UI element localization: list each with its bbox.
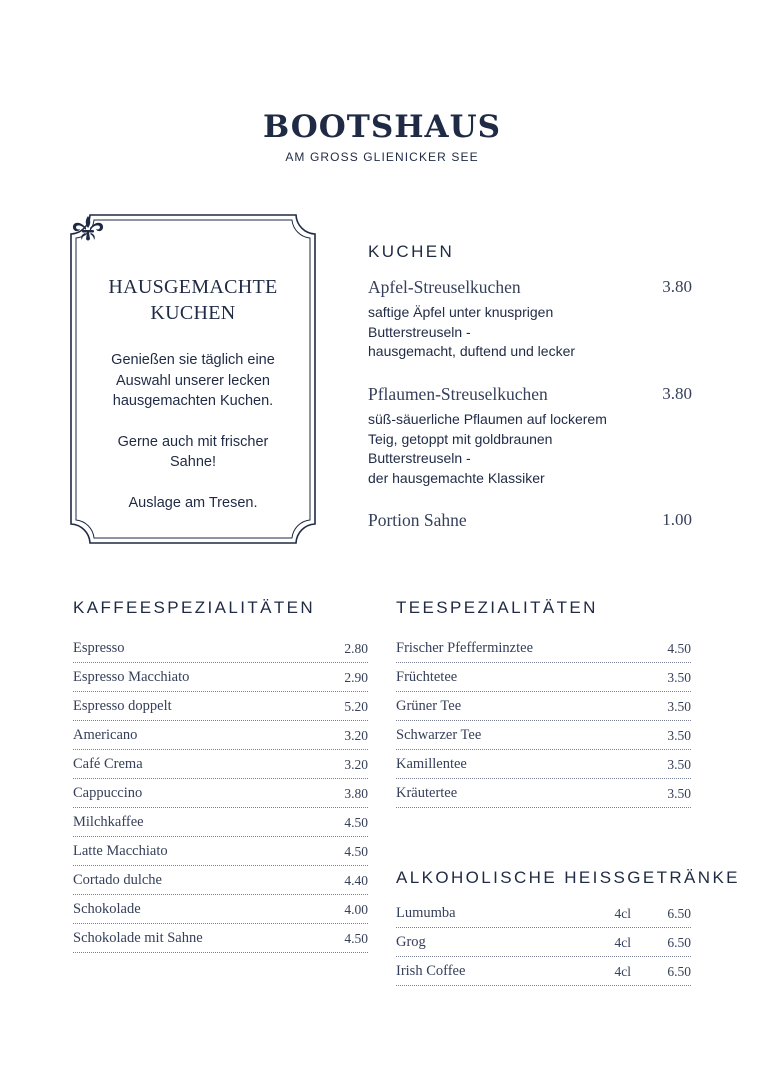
description-line: Teig, getoppt mit goldbraunen xyxy=(368,430,553,447)
section-heading-kaffee: KAFFEESPEZIALITÄTEN xyxy=(73,598,316,617)
item-name: Kräutertee xyxy=(396,785,458,801)
tea-list xyxy=(396,634,691,808)
item-size: 4cl xyxy=(614,906,631,921)
homemade-cake-box xyxy=(70,214,316,544)
item-name: Lumumba xyxy=(396,905,456,921)
item-price: 4.50 xyxy=(344,815,368,830)
list-item xyxy=(73,808,368,837)
item-name: Kamillentee xyxy=(396,756,467,772)
list-item xyxy=(73,895,368,924)
item-name: Café Crema xyxy=(73,756,143,772)
item-price: 4.50 xyxy=(344,931,368,946)
item-name: Grog xyxy=(396,934,426,950)
menu-item-portion-sahne xyxy=(368,510,692,534)
promo-text xyxy=(98,350,288,533)
item-name: Pflaumen-Streuselkuchen xyxy=(368,384,548,404)
section-heading-kuchen: KUCHEN xyxy=(368,242,455,261)
hot-alcohol-list xyxy=(396,899,691,986)
menu-item-apfel-streuselkuchen xyxy=(368,277,692,362)
item-name: Espresso Macchiato xyxy=(73,669,190,685)
item-name: Früchtetee xyxy=(396,669,458,685)
list-item xyxy=(396,928,691,957)
item-price: 3.50 xyxy=(667,699,691,714)
restaurant-name: BOOTSHAUS xyxy=(262,109,501,145)
item-price: 3.80 xyxy=(344,786,368,801)
item-name: Grüner Tee xyxy=(396,698,462,714)
item-price: 2.80 xyxy=(344,641,368,656)
list-item xyxy=(73,837,368,866)
item-name: Schokolade mit Sahne xyxy=(73,930,203,946)
item-price: 3.50 xyxy=(667,728,691,743)
item-price: 4.40 xyxy=(344,873,368,888)
promo-paragraph: Gerne auch mit frischer Sahne! xyxy=(117,433,269,470)
item-price: 3.50 xyxy=(667,786,691,801)
item-price: 1.00 xyxy=(662,510,692,529)
list-item xyxy=(73,692,368,721)
item-price: 3.80 xyxy=(662,277,692,296)
item-name: Latte Macchiato xyxy=(73,843,168,859)
item-name: Espresso doppelt xyxy=(73,698,172,714)
item-price: 3.20 xyxy=(344,728,368,743)
promo-title-line-2: KUCHEN xyxy=(150,302,236,324)
description-line: süß-säuerliche Pflaumen auf lockerem xyxy=(368,411,607,427)
coffee-list xyxy=(73,634,368,953)
description-line: Butterstreuseln - xyxy=(368,323,471,340)
list-item xyxy=(396,957,691,986)
item-name: Schwarzer Tee xyxy=(396,727,482,743)
item-name: Espresso xyxy=(73,640,125,656)
menu-header xyxy=(0,108,764,164)
promo-title-line-1: HAUSGEMACHTE xyxy=(108,276,278,298)
item-price: 3.80 xyxy=(662,384,692,403)
list-item xyxy=(396,663,691,692)
item-price: 4.50 xyxy=(667,641,691,656)
item-name: Milchkaffee xyxy=(73,814,144,830)
description-line: hausgemacht, duftend und lecker xyxy=(368,343,576,359)
item-price: 6.50 xyxy=(667,935,691,950)
item-price: 5.20 xyxy=(344,699,368,714)
fleur-de-lis-icon xyxy=(70,214,106,242)
item-description xyxy=(368,410,692,488)
list-item xyxy=(396,779,691,808)
item-price: 4.50 xyxy=(344,844,368,859)
list-item xyxy=(396,899,691,928)
item-name: Irish Coffee xyxy=(396,963,466,979)
item-name: Frischer Pfefferminztee xyxy=(396,640,534,656)
menu-item-pflaumen-streuselkuchen xyxy=(368,384,692,488)
item-price: 6.50 xyxy=(667,964,691,979)
item-name: Cappuccino xyxy=(73,785,143,801)
section-heading-tee: TEESPEZIALITÄTEN xyxy=(396,598,598,617)
item-price: 6.50 xyxy=(667,906,691,921)
item-name: Apfel-Streuselkuchen xyxy=(368,277,521,297)
list-item xyxy=(73,750,368,779)
list-item xyxy=(396,634,691,663)
list-item xyxy=(73,663,368,692)
restaurant-location: AM GROSS GLIENICKER SEE xyxy=(285,150,479,164)
item-name: Schokolade xyxy=(73,901,141,917)
item-description xyxy=(368,303,692,362)
item-price: 2.90 xyxy=(344,670,368,685)
list-item xyxy=(73,924,368,953)
promo-paragraph: Genießen sie täglich eine Auswahl unserer lecken hausgemachten Kuchen. xyxy=(111,352,275,409)
section-heading-alkohol: ALKOHOLISCHE HEISSGETRÄNKE xyxy=(396,868,740,887)
item-name: Cortado dulche xyxy=(73,872,162,888)
description-line: Butterstreuseln - xyxy=(368,450,471,466)
item-size: 4cl xyxy=(614,964,631,979)
item-price: 3.20 xyxy=(344,757,368,772)
item-price: 3.50 xyxy=(667,670,691,685)
list-item xyxy=(73,634,368,663)
item-name: Portion Sahne xyxy=(368,510,467,530)
list-item xyxy=(73,866,368,895)
list-item xyxy=(396,692,691,721)
promo-title xyxy=(70,274,316,326)
list-item xyxy=(396,721,691,750)
description-line: der hausgemachte Klassiker xyxy=(368,469,545,486)
description-line: saftige Äpfel unter knusprigen xyxy=(368,304,554,320)
list-item xyxy=(396,750,691,779)
item-price: 3.50 xyxy=(667,757,691,772)
promo-paragraph: Auslage am Tresen. xyxy=(128,494,258,511)
list-item xyxy=(73,779,368,808)
list-item xyxy=(73,721,368,750)
item-name: Americano xyxy=(73,727,138,743)
item-size: 4cl xyxy=(614,935,631,950)
item-price: 4.00 xyxy=(344,902,368,917)
